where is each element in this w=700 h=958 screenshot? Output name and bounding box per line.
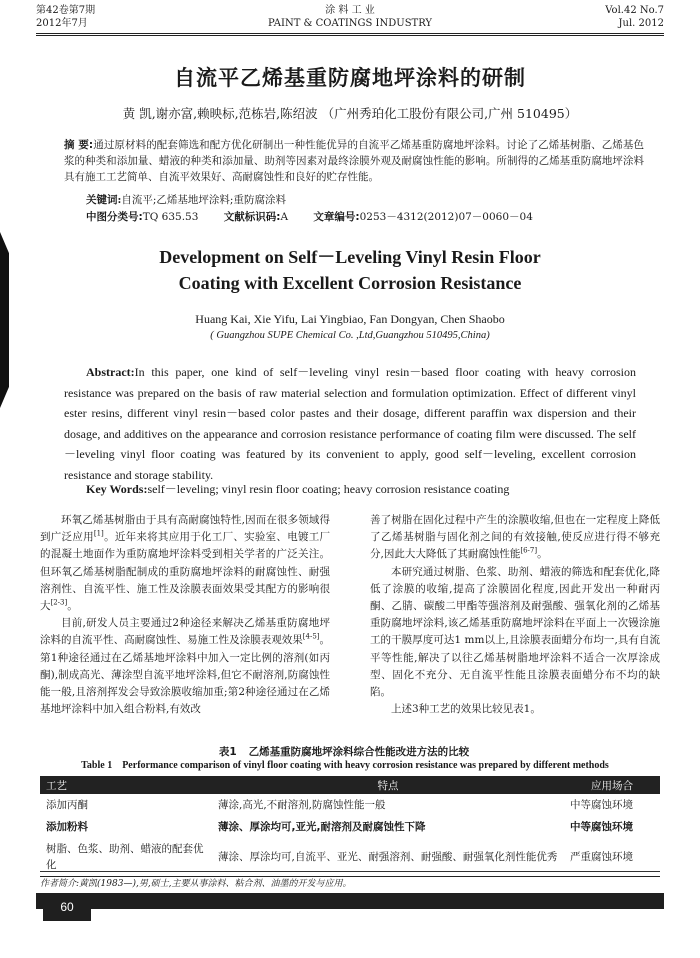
cell-process: 添加丙酮 bbox=[46, 799, 88, 811]
keywords-en-label: Key Words: bbox=[86, 482, 148, 496]
class-label: 中图分类号: bbox=[86, 211, 143, 223]
authors-zh: 黄 凯,谢亦富,赖映标,范栋岩,陈绍波 （广州秀珀化工股份有限公司,广州 510495） bbox=[122, 106, 578, 121]
footnote: 作者简介:黄凯(1983—),男,硕士,主要从事涂料、粘合剂、油墨的开发与应用。 bbox=[40, 879, 352, 889]
cell-use: 中等腐蚀环境 bbox=[570, 799, 633, 811]
header-rule bbox=[36, 33, 664, 34]
article-label: 文章编号: bbox=[313, 211, 360, 223]
header-feature: 特点 bbox=[212, 776, 564, 794]
volume-zh: 第42卷第7期 bbox=[36, 5, 96, 16]
title-en-line1: Development on Self－Leveling Vinyl Resin Floor bbox=[159, 247, 541, 267]
table-number-en: Table 1 bbox=[81, 760, 113, 771]
comparison-table bbox=[40, 776, 660, 877]
table-header-row bbox=[40, 776, 660, 794]
citation: [2-3] bbox=[50, 598, 68, 607]
cell-use: 严重腐蚀环境 bbox=[564, 838, 660, 877]
affiliation-en: ( Guangzhou SUPE Chemical Co. ,Ltd,Guangzhou 510495,China) bbox=[210, 330, 490, 341]
abstract-en bbox=[64, 362, 636, 485]
running-header bbox=[36, 4, 664, 34]
table-caption-zh bbox=[0, 744, 700, 759]
table-caption-en bbox=[0, 760, 700, 771]
footnote-rule bbox=[40, 871, 660, 872]
citation: [4-5] bbox=[302, 632, 320, 641]
header-use: 应用场合 bbox=[564, 776, 660, 794]
table-number-zh: 表1 bbox=[218, 746, 237, 758]
abstract-zh-label: 摘 要: bbox=[64, 139, 94, 151]
cell-feature: 薄涂、厚涂均可,自流平、亚光、耐强溶剂、耐强酸、耐强氧化剂性能优秀 bbox=[212, 838, 564, 877]
abstract-en-text: In this paper, one kind of self－leveling vinyl resin－based floor coating with heavy corrosion resistance was prepared on the basis of raw material selection and formulation optimization. Effect of different vinyl ester resins, different vinyl resin－based color pastes and their dosage, different paraffin wax dispersion and their dosage, and additives on the appearance and corrosion resistance performance of coating film were discussed. The self－leveling vinyl floor coating was featured by its convenient to apply, good self－leveling, excellent corrosion resistance and storage stability. bbox=[64, 365, 636, 482]
paragraph: 善了树脂在固化过程中产生的涂膜收缩,但也在一定程度上降低了乙烯基树脂与固化剂之间的有效接触,使反应进行得不够充分,因此大大降低了其耐腐蚀性能[6-7]。 bbox=[370, 514, 660, 561]
class-value: TQ 635.53 bbox=[142, 211, 199, 223]
cell-process: 树脂、色浆、助剂、蜡液的配套优化 bbox=[40, 838, 212, 877]
keywords-en bbox=[86, 480, 509, 497]
cell-use: 中等腐蚀环境 bbox=[570, 821, 633, 833]
doc-label: 文献标识码: bbox=[223, 211, 281, 223]
title-en bbox=[0, 244, 700, 296]
journal-zh: 涂 料 工 业 bbox=[325, 5, 375, 16]
paragraph: 目前,研发人员主要通过2种途径来解决乙烯基重防腐地坪涂料的自流平性、高耐腐蚀性、易施工性及涂膜表观效果[4-5]。第1种途径通过在乙烯基地坪涂料中加入一定比例的溶剂(如丙酮),制成高光、薄涂型自流平地坪涂料,但它不耐溶剂,防腐蚀性能一般,且溶剂挥发会导致涂膜收缩加重;第2种途径通过在乙烯基地坪涂料中加入组合粉料,有效改 bbox=[40, 617, 331, 716]
abstract-zh-text: 通过原材料的配套筛选和配方优化研制出一种性能优异的自流平乙烯基重防腐地坪涂料。讨论了乙烯基树脂、乙烯基色浆的种类和添加量、蜡液的种类和添加量、助剂等因素对最终涂膜外观及耐腐蚀性能的影响。所制得的乙烯基重防腐地坪涂料具有施工工艺简单、自流平效果好、高耐腐蚀性和良好的贮存性能。 bbox=[64, 139, 644, 183]
cell-process: 添加粉料 bbox=[46, 821, 88, 833]
article-value: 0253－4312(2012)07－0060－04 bbox=[359, 211, 533, 223]
table-row bbox=[40, 794, 660, 816]
keywords-zh-text: 自流平;乙烯基地坪涂料;重防腐涂料 bbox=[121, 194, 286, 206]
keywords-zh bbox=[86, 193, 286, 208]
page-footer-bar bbox=[36, 893, 664, 909]
abstract-zh bbox=[64, 137, 644, 185]
header-process: 工艺 bbox=[40, 776, 212, 794]
header-right bbox=[605, 4, 664, 30]
body-right-column bbox=[370, 512, 660, 718]
table-title-en: Performance comparison of vinyl floor coating with heavy corrosion resistance was prepared by different methods bbox=[122, 760, 609, 771]
cell-feature: 薄涂、厚涂均可,亚光,耐溶剂及耐腐蚀性下降 bbox=[218, 821, 426, 833]
paragraph: 环氧乙烯基树脂由于具有高耐腐蚀特性,因而在很多领域得到广泛应用[1]。近年来将其应用于化工厂、实验室、电镀工厂的混凝土地面作为重防腐地坪涂料受到相关学者的广泛关注。但环氧乙烯基树脂配制成的重防腐地坪涂料的耐腐蚀性、耐强溶剂性、自流平性、施工性及涂膜表面效果受其配方的影响很大[2-3]。 bbox=[40, 514, 331, 613]
table-row bbox=[40, 816, 660, 838]
table-title-zh: 乙烯基重防腐地坪涂料综合性能改进方法的比较 bbox=[248, 746, 470, 758]
classification-line bbox=[86, 210, 555, 225]
authors-en: Huang Kai, Xie Yifu, Lai Yingbiao, Fan Dongyan, Chen Shaobo bbox=[195, 312, 505, 326]
paragraph: 本研究通过树脂、色浆、助剂、蜡液的筛选和配套优化,降低了涂膜的收缩,提高了涂膜固化程度,因此开发出一种耐丙酮、乙腈、碳酸二甲酯等强溶剂及耐强酸、强氧化剂的乙烯基重防腐地坪涂料,该乙烯基重防腐地坪涂料在平面上一次镘涂施工的干膜厚度可达1 mm以上,且涂膜表面蜡分布均一,具有自流平等性能,解决了以往乙烯基树脂地坪涂料不适合一次厚涂成型、固化不充分、无自流平性能且涂膜表面蜡分布不均的缺陷。 bbox=[370, 565, 660, 699]
citation: [6-7] bbox=[520, 546, 538, 555]
body-left-column bbox=[40, 512, 330, 718]
volume-en: Vol.42 No.7 bbox=[605, 5, 664, 16]
title-en-line2: Coating with Excellent Corrosion Resistance bbox=[178, 273, 522, 293]
title-zh: 自流平乙烯基重防腐地坪涂料的研制 bbox=[174, 66, 526, 90]
date-en: Jul. 2012 bbox=[618, 18, 664, 29]
date-zh: 2012年7月 bbox=[36, 18, 88, 29]
cell-feature: 薄涂,高光,不耐溶剂,防腐蚀性能一般 bbox=[218, 799, 386, 811]
header-rule-thin bbox=[36, 35, 664, 36]
journal-en: PAINT & COATINGS INDUSTRY bbox=[267, 18, 433, 29]
header-center bbox=[36, 4, 664, 30]
page-number: 60 bbox=[43, 893, 91, 921]
citation: [1] bbox=[93, 529, 104, 538]
abstract-en-label: Abstract: bbox=[86, 365, 135, 379]
keywords-en-text: self－leveling; vinyl resin floor coating; heavy corrosion resistance coating bbox=[147, 482, 510, 496]
keywords-zh-label: 关键词: bbox=[86, 194, 122, 206]
doc-value: A bbox=[280, 211, 289, 223]
paragraph: 上述3种工艺的效果比较见表1。 bbox=[391, 703, 541, 716]
